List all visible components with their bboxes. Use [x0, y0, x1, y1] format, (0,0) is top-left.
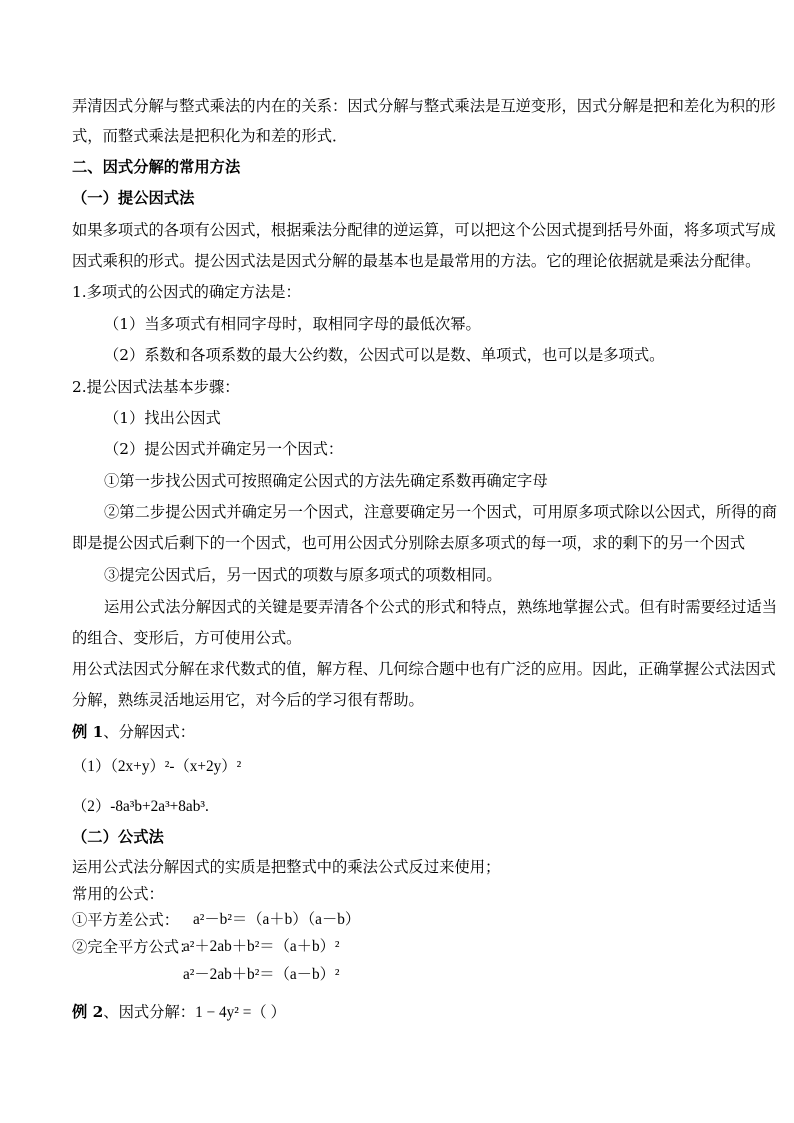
item-1b: （2）系数和各项系数的最大公约数，公因式可以是数、单项式，也可以是多项式。: [104, 346, 665, 364]
step-2-line-1: ②第二步提公因式并确定另一个因式，注意要确定另一个因式，可用原多项式除以公因式，所得的商: [104, 503, 778, 521]
intro-line-2: 式，而整式乘法是把积化为和差的形式．: [72, 127, 348, 145]
example-2-expression: 1 − 4y² =（ ）: [195, 1004, 286, 1021]
example-2-heading: [72, 1002, 286, 1023]
subsection-heading-1: （一）提公因式法: [72, 189, 195, 207]
example-1-question-1: （1）（2x+y）²-（x+2y）²: [72, 758, 242, 775]
formula-1: a²－b²＝（a＋b）（a－b）: [193, 911, 361, 928]
item-1: 1.多项式的公因式的确定方法是：: [72, 283, 301, 301]
example-2-text: 、因式分解：: [103, 1003, 196, 1021]
formula-2-row: [72, 937, 194, 957]
step-3: ③提完公因式后，另一因式的项数与原多项式的项数相同。: [104, 566, 502, 584]
formula-2-label: ②完全平方公式：: [72, 938, 195, 956]
intro-line-1: 弄清因式分解与整式乘法的内在的关系：因式分解与整式乘法是互逆变形，因式分解是把和差化为积的形: [72, 97, 776, 115]
example-1-question-2: （2）-8a³b+2a³+8ab³.: [72, 798, 209, 815]
example-2-label: 例 2: [72, 1003, 104, 1021]
section-heading: 二、因式分解的常用方法: [72, 158, 241, 176]
item-2: 2.提公因式法基本步骤：: [72, 378, 240, 396]
paragraph-1-line-2: 因式乘积的形式。提公因式法是因式分解的最基本也是最常用的方法。它的理论依据就是乘法分配律。: [72, 252, 761, 270]
example-1-heading: [72, 722, 195, 742]
formula-description: 运用公式法分解因式的实质是把整式中的乘法公式反过来使用；: [72, 858, 501, 876]
common-formulas-label: 常用的公式：: [72, 885, 164, 903]
paragraph-1-line-1: 如果多项式的各项有公因式，根据乘法分配律的逆运算，可以把这个公因式提到括号外面，将多项式写成: [72, 221, 776, 239]
step-2-line-2: 即是提公因式后剩下的一个因式，也可用公因式分别除去原多项式的每一项，求的剩下的另一个因式: [72, 534, 746, 552]
step-1: ①第一步找公因式可按照确定公因式的方法先确定系数再确定字母: [104, 472, 548, 490]
example-1-text: 、分解因式：: [103, 723, 196, 741]
formula-1-label: ①平方差公式：: [72, 911, 180, 929]
subsection-heading-2: （二）公式法: [72, 828, 164, 846]
formula-1-row: [72, 910, 179, 930]
formula-2a: a²＋2ab＋b²＝（a＋b）²: [183, 938, 340, 955]
item-2a: （1）找出公因式: [104, 409, 221, 427]
example-1-label: 例 1: [72, 723, 104, 741]
paragraph-2-line-2: 的组合、变形后，方可使用公式。: [72, 629, 302, 647]
item-1a: （1）当多项式有相同字母时，取相同字母的最低次幂。: [104, 315, 481, 333]
paragraph-3-line-2: 分解，熟练灵活地运用它，对今后的学习很有帮助。: [72, 691, 424, 709]
paragraph-3-line-1: 用公式法因式分解在求代数式的值，解方程、几何综合题中也有广泛的应用。因此，正确掌握公式法因式: [72, 660, 776, 678]
paragraph-2-line-1: 运用公式法分解因式的关键是要弄清各个公式的形式和特点，熟练地掌握公式。但有时需要经过适当: [104, 598, 778, 616]
formula-2b: a²－2ab＋b²＝（a－b）²: [183, 966, 340, 983]
item-2b: （2）提公因式并确定另一个因式：: [104, 440, 344, 458]
